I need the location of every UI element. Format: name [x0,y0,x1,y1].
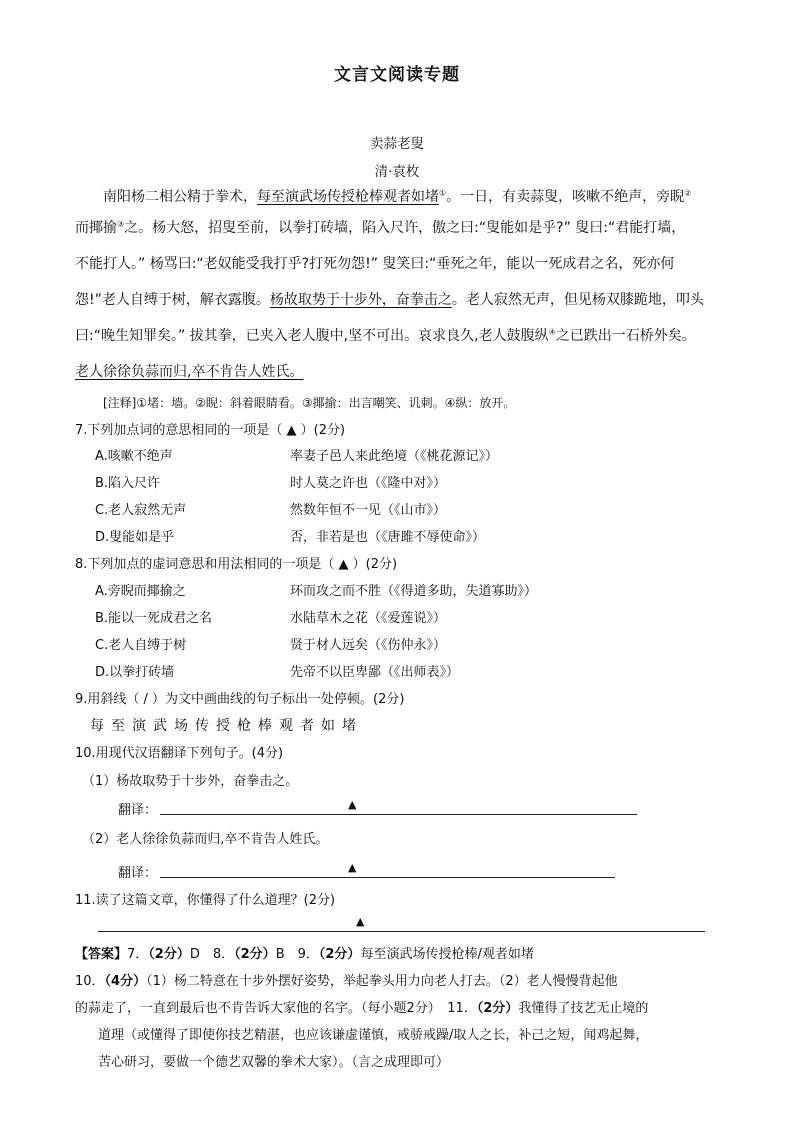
q7-option-b-compare: 时人莫之许也（《隆中对》） [290,476,447,491]
q7-option-d-compare: 否，非若是也（《唐雎不辱使命》） [290,530,486,545]
q11-answer-line[interactable] [98,931,705,932]
q10-translate-label-1: 翻译： [118,803,158,818]
passage-line-2 [75,217,685,237]
q7-option-d: D.叟能如是乎 [95,530,175,545]
q8-option-c: C.老人自缚于树 [95,638,187,653]
passage-line-4 [75,289,704,309]
passage-author: 清·袁枚 [374,164,420,180]
page-title: 文言文阅读专题 [334,65,460,85]
footnote-mark: ③ [117,219,125,229]
answer-text: 每至演武场传授枪棒/观者如堵 [360,947,534,962]
q7-option-b: B.陷入尺许 [95,476,161,491]
passage-text: 南阳杨二相公精于拳术， [103,189,257,205]
answer-text: 10． [75,974,105,989]
question-9-stem: 9.用斜线（ / ）为文中画曲线的句子标出一处停顿。(2分) [75,692,405,707]
passage-line-5 [75,325,696,345]
passage-text: 。老人寂然无声，但见杨双膝跪地，叩头 [451,292,704,308]
q10-answer-line-1[interactable] [160,814,637,815]
wavy-underlined-sentence: 每至演武场传授枪棒观者如堵 [257,189,439,205]
answer-points: （2分） [234,947,276,962]
footnote-mark: ① [439,188,447,198]
answer-text: 我懂得了技艺无止境的 [518,1001,649,1016]
question-8-stem: 8.下列加点的虚词意思和用法相同的一项是（ ▲ ）(2分) [75,557,398,572]
answer-line-3 [75,997,648,1016]
answer-text: 的蒜走了，一直到最后也不肯告诉大家他的名字。（每小题2分） 11． [75,1001,477,1016]
answer-text: B 9． [275,947,319,962]
passage-text: 之。杨大怒，招叟至前，以拳打砖墙，陷入尺许，傲之曰:“叟能如是乎?” 叟曰:“君能打墙， [124,220,686,236]
passage-text: 曰:“晚生知罪矣。” 拔其拳，已夹入老人腹中,坚不可出。哀求良久,老人鼓腹纵 [75,328,549,344]
q8-option-a-compare: 环而攻之而不胜（《得道多助，失道寡助》） [290,584,538,599]
passage-line-6: 老人徐徐负蒜而归,卒不肯告人姓氏。 [75,364,304,380]
q8-option-d: D.以拳打砖墙 [95,665,175,680]
footnote-mark: ④ [548,327,556,337]
q7-option-a-compare: 率妻子邑人来此绝境（《桃花源记》） [290,449,499,464]
q7-option-a: A.咳嗽不绝声 [95,449,173,464]
passage-text: 。一日，有卖蒜叟，咳嗽不绝声，旁睨 [446,189,685,205]
passage-line-3: 不能打人。” 杨骂曰:“老奴能受我打乎?打死勿怨!” 叟笑曰:“垂死之年，能以一死成君之名，死亦何 [75,256,675,272]
q7-option-c-compare: 然数年恒不一见（《山市》） [290,503,447,518]
answer-points: （4分） [104,974,147,989]
passage-heading: 卖蒜老叟 [370,136,424,152]
q9-sentence: 每至演武场传授枪棒观者如堵 [90,718,363,734]
q10-answer-line-2[interactable] [160,877,615,878]
question-7-stem: 7.下列加点词的意思相同的一项是（ ▲ ）(2分) [75,423,346,438]
underlined-sentence: 杨故取势于十步外，奋拳击之 [269,292,452,308]
q8-option-b: B.能以一死成君之名 [95,611,213,626]
answer-label: 【答案】 [75,947,128,962]
q8-option-b-compare: 水陆草木之花（《爱莲说》） [290,611,447,626]
answer-line-5: 苦心研习，要做一个德艺双馨的拳术大家）。（言之成理即可） [98,1055,450,1070]
question-10-stem: 10.用现代汉语翻译下列句子。(4分) [75,746,284,761]
q8-option-a: A.旁睨而揶揄之 [95,584,186,599]
answer-line-4: 道理（或懂得了即使你技艺精湛，也应该谦虚谨慎，戒骄戒躁/取人之长，补己之短，闻鸡起舞， [98,1028,649,1043]
q10-sentence-2: （2）老人徐徐负蒜而归,卒不肯告人姓氏。 [82,832,329,847]
q7-option-c: C.老人寂然无声 [95,503,187,518]
passage-text: 而揶揄 [75,220,117,236]
answer-points: （2分） [476,1001,519,1016]
passage-line-1 [103,186,691,206]
q10-sentence-1: （1）杨故取势于十步外，奋拳击之。 [82,774,299,789]
passage-text: 怨!”老人自缚于树，解衣露腹。 [75,292,270,308]
blank-marker-triangle: ▲ [348,798,357,811]
q10-translate-label-2: 翻译： [118,866,158,881]
q8-option-c-compare: 贤于材人远矣（《伤仲永》） [290,638,447,653]
blank-marker-triangle: ▲ [348,861,357,874]
q8-option-d-compare: 先帝不以臣卑鄙（《出师表》） [290,665,460,680]
footnote-mark: ② [684,188,692,198]
answer-line-2 [75,970,618,989]
answer-text: D 8． [189,947,235,962]
answer-text: 7． [127,947,149,962]
blank-marker-triangle: ▲ [356,915,365,928]
question-11-stem: 11.读了这篇文章，你懂得了什么道理？(2分) [75,893,336,908]
annotation-note: [注释]①堵：墙。②睨：斜着眼睛看。③揶揄：出言嘲笑、讥刺。④纵：放开。 [103,396,516,410]
answer-points: （2分） [148,947,190,962]
answer-line-1 [75,943,534,962]
passage-text: 之已跌出一石桥外矣。 [555,328,696,344]
answer-points: （2分） [318,947,361,962]
answer-text: （1）杨二特意在十步外摆好姿势，举起拳头用力向老人打去。（2）老人慢慢背起他 [146,974,618,989]
